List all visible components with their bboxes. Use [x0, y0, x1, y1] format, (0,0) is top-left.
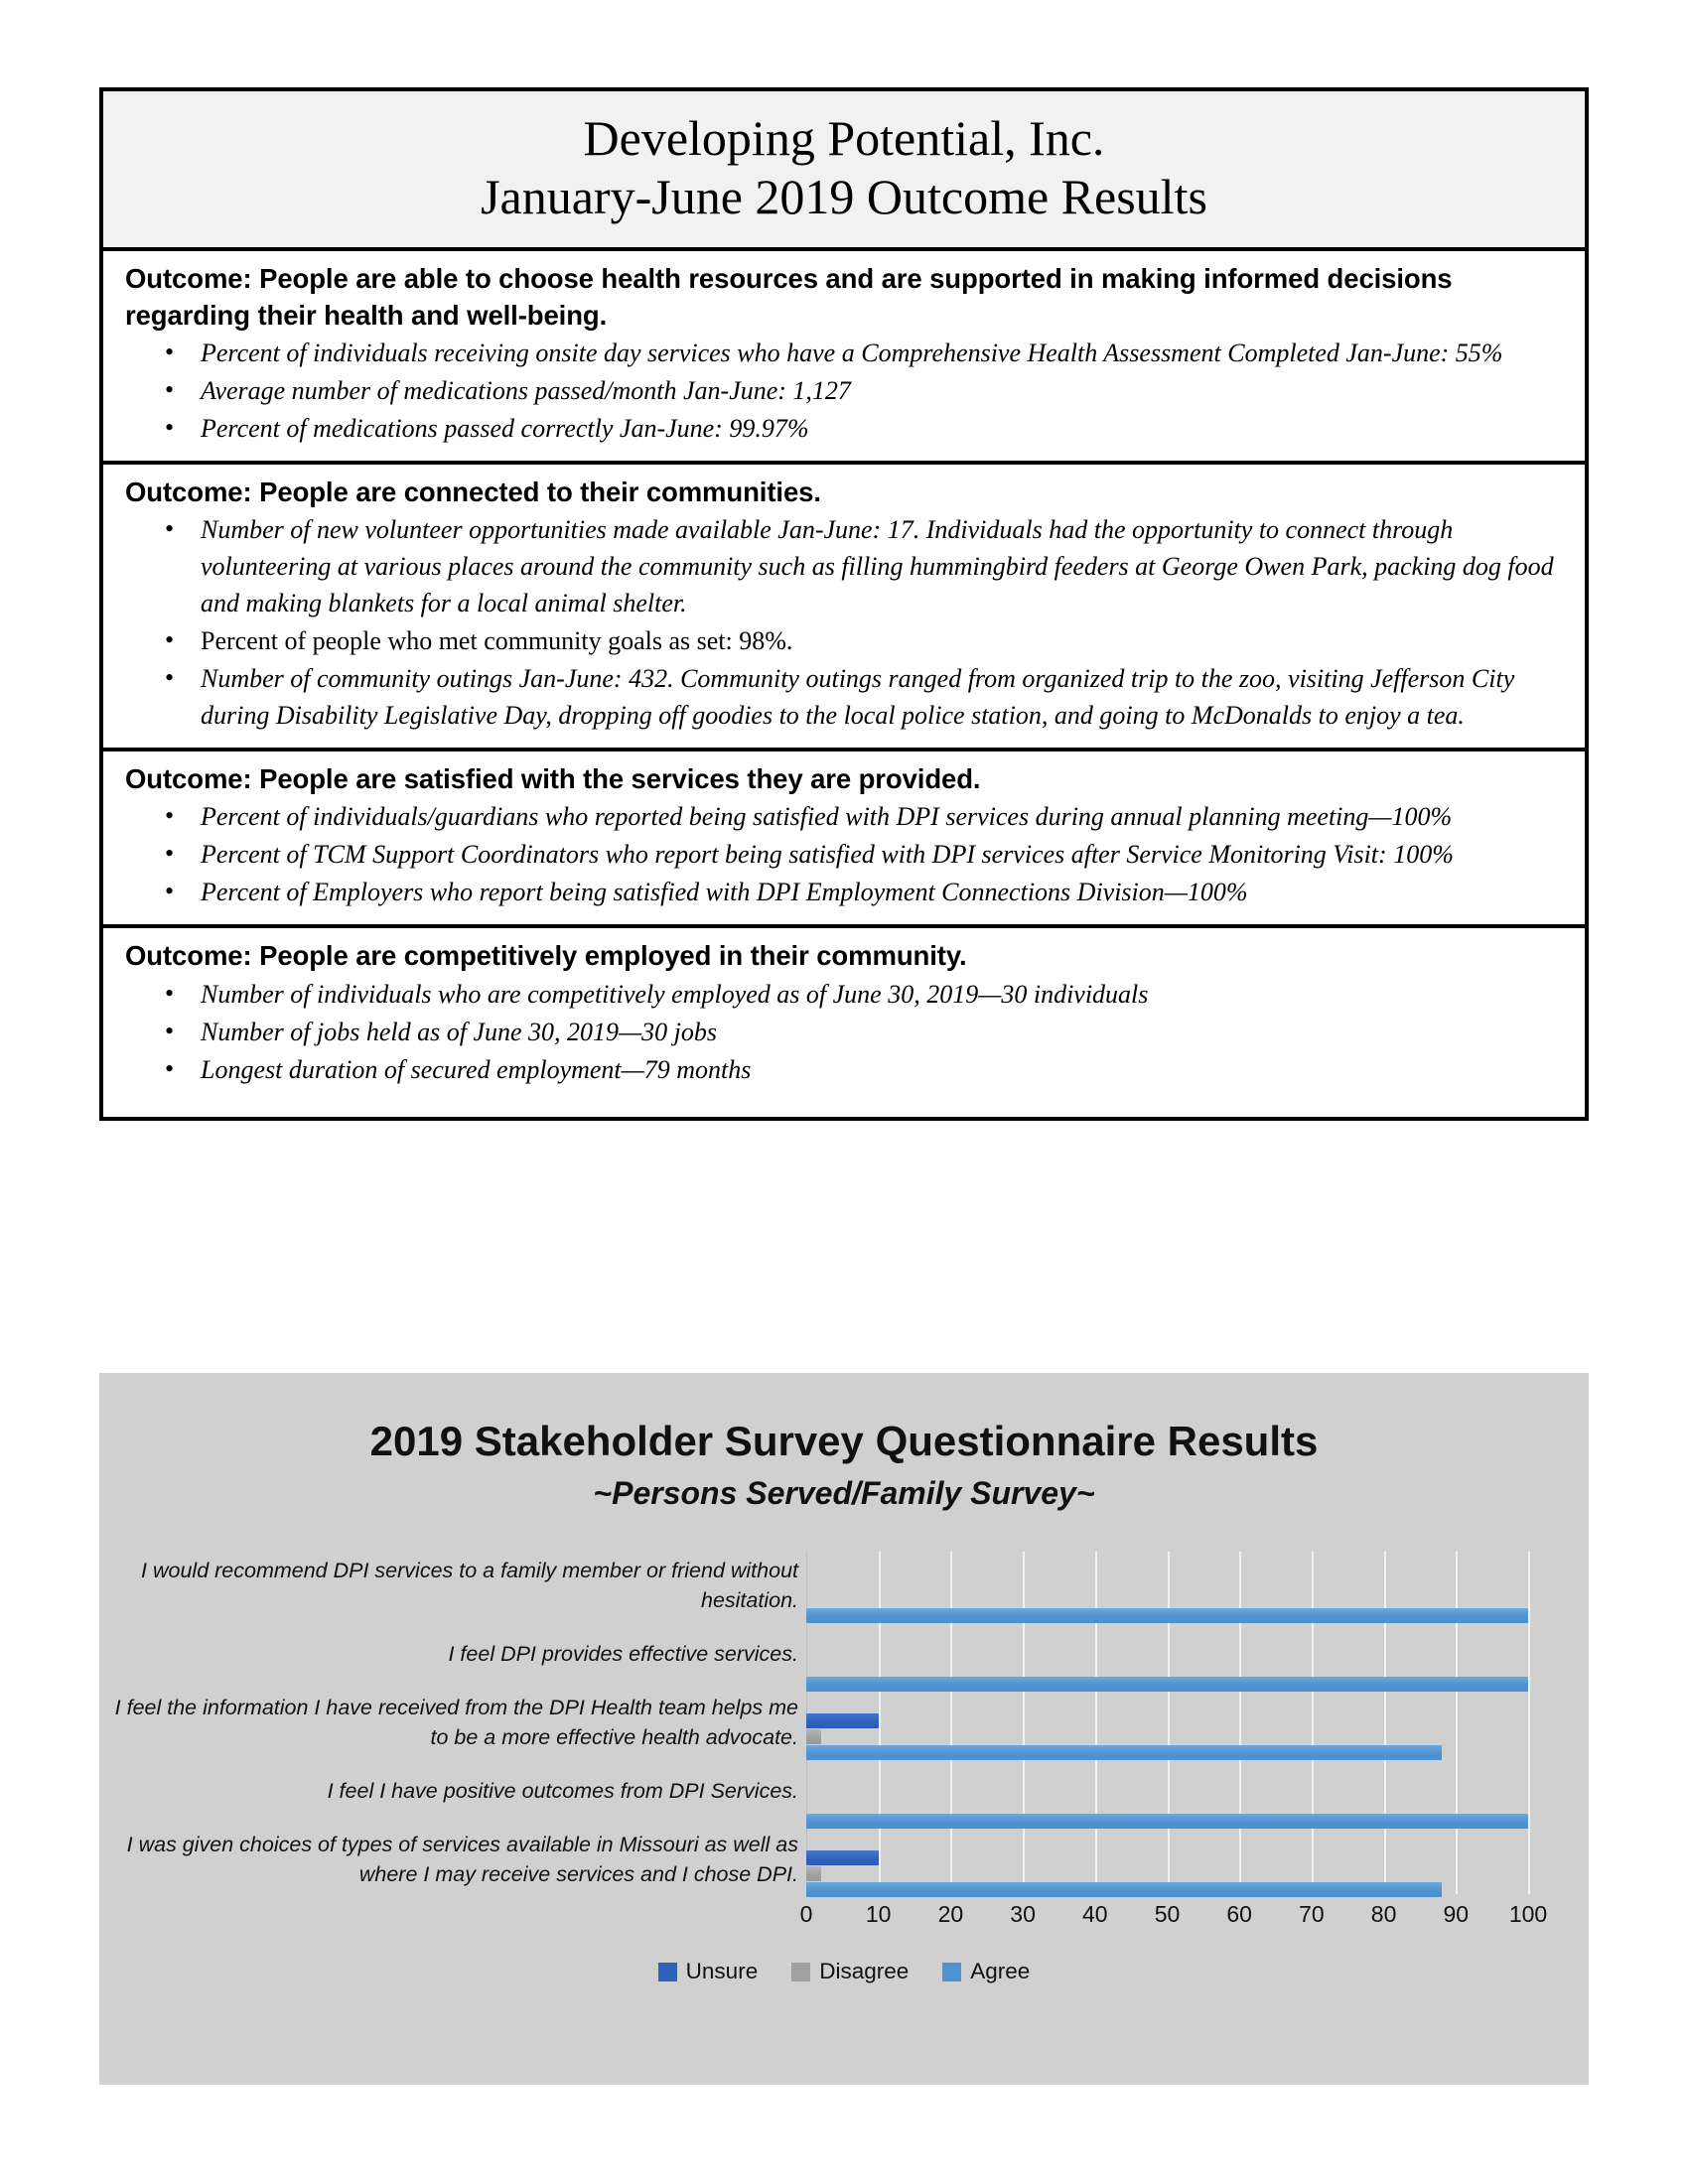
chart-gridline: [1168, 1552, 1170, 1894]
chart-tick-label: 80: [1370, 1901, 1397, 1927]
chart-bar: [806, 1713, 879, 1728]
chart-gridline: [1095, 1552, 1097, 1894]
list-item: • Percent of Employers who report being satisfied with DPI Employment Connections Division—100%: [125, 875, 1563, 911]
list-item: • Number of individuals who are competitively employed as of June 30, 2019—30 individuals: [125, 977, 1563, 1014]
list-item: • Number of community outings Jan-June: 432. Community outings ranged from organized trip to the zoo, visiting Jefferson City during Disability Legislative Day, dropping off goodies to the local police station, and going to McDonalds to enjoy a tea.: [125, 661, 1563, 735]
outcome-heading-1: Outcome: People are able to choose health resources and are supported in making informed decisions regarding their health and well-being.: [125, 263, 1453, 331]
outcome-section-3: [103, 751, 1585, 928]
list-item: • Percent of medications passed correctly Jan-June: 99.97%: [125, 411, 1563, 448]
chart-bar: [806, 1866, 821, 1881]
chart-bar: [806, 1677, 1528, 1692]
chart-tick-label: 50: [1154, 1901, 1181, 1927]
chart-tick-label: 40: [1082, 1901, 1108, 1927]
chart-category-label: [113, 1552, 798, 1620]
legend-item-disagree[interactable]: [791, 1959, 909, 1984]
chart-subtitle: ~Persons Served/Family Survey~: [593, 1475, 1095, 1512]
chart-category-label-text: I feel DPI provides effective services.: [448, 1641, 798, 1666]
chart-gridline: [950, 1552, 952, 1894]
chart-gridline: [1384, 1552, 1386, 1894]
chart-bar: [806, 1814, 1528, 1829]
chart-category-label-text: I was given choices of types of services available in Missouri as well as where I may receive services and I chose DPI.: [126, 1833, 798, 1886]
legend-label: Disagree: [819, 1959, 910, 1983]
document-title-line-2: January-June 2019 Outcome Results: [481, 168, 1207, 224]
chart-category-label-text: I feel the information I have received from the DPI Health team helps me to be a more effective health advocate.: [114, 1696, 798, 1749]
chart-gridline: [1239, 1552, 1241, 1894]
outcome-results-table: [99, 87, 1589, 1121]
chart-x-axis-ticks: [799, 1901, 1548, 1941]
chart-category-label: [113, 1757, 798, 1826]
outcome-bullet-list-1: [125, 336, 1563, 448]
chart-bar: [806, 1729, 821, 1744]
chart-tick-label: 60: [1226, 1901, 1252, 1927]
list-item: • Number of new volunteer opportunities made available Jan-June: 17. Individuals had the opportunity to connect through volunteering at various places around the community such as filling hummingbird feeders at George Owen Park, packing dog food and making blankets for a local animal shelter.: [125, 512, 1563, 622]
list-item: • Percent of individuals/guardians who reported being satisfied with DPI services during annual planning meeting—100%: [125, 799, 1563, 836]
chart-category-label-text: I would recommend DPI services to a family member or friend without hesitation.: [141, 1559, 798, 1612]
list-item: • Longest duration of secured employment—79 months: [125, 1052, 1563, 1089]
chart-tick-label: 70: [1299, 1901, 1325, 1927]
chart-category-label-text: I feel I have positive outcomes from DPI Services.: [327, 1778, 798, 1803]
chart-legend: [99, 1959, 1589, 1984]
legend-item-unsure[interactable]: [658, 1959, 759, 1984]
outcome-bullet-list-2: [125, 512, 1563, 734]
chart-tick-label: 90: [1443, 1901, 1470, 1927]
chart-gridline: [1456, 1552, 1458, 1894]
legend-label: Unsure: [685, 1959, 759, 1983]
outcome-bullet-list-4: [125, 977, 1563, 1089]
chart-category-labels: [113, 1552, 798, 1894]
chart-gridline: [1528, 1552, 1530, 1894]
chart-category-label: [113, 1826, 798, 1894]
chart-tick-label: 20: [937, 1901, 964, 1927]
chart-bar: [806, 1608, 1528, 1623]
chart-bar: [806, 1745, 1442, 1760]
list-item: • Number of jobs held as of June 30, 2019—30 jobs: [125, 1015, 1563, 1051]
chart-gridline: [1023, 1552, 1025, 1894]
legend-label: Agree: [970, 1959, 1031, 1983]
chart-title: 2019 Stakeholder Survey Questionnaire Results: [369, 1418, 1319, 1464]
legend-swatch-icon: [942, 1963, 961, 1981]
legend-swatch-icon: [658, 1963, 677, 1981]
chart-category-label: [113, 1689, 798, 1757]
chart-bar: [806, 1882, 1442, 1897]
chart-plot-wrapper: [99, 1552, 1589, 2018]
outcome-heading-2: Outcome: People are connected to their communities.: [125, 476, 821, 507]
chart-plot-area: [806, 1552, 1528, 1894]
outcome-heading-3: Outcome: People are satisfied with the services they are provided.: [125, 762, 981, 794]
list-item: • Average number of medications passed/month Jan-June: 1,127: [125, 373, 1563, 410]
list-item: • Percent of individuals receiving onsite day services who have a Comprehensive Health Assessment Completed Jan-June: 55%: [125, 336, 1563, 372]
outcome-bullet-list-3: [125, 799, 1563, 911]
chart-gridline: [879, 1552, 881, 1894]
document-title-cell: [103, 91, 1585, 251]
legend-swatch-icon: [791, 1963, 810, 1981]
list-item: • Percent of TCM Support Coordinators who report being satisfied with DPI services after Service Monitoring Visit: 100%: [125, 837, 1563, 874]
chart-tick-label: 100: [1508, 1901, 1548, 1927]
outcome-section-2: [103, 465, 1585, 751]
chart-tick-label: 10: [865, 1901, 892, 1927]
stakeholder-survey-chart: [99, 1373, 1589, 2085]
chart-category-label: [113, 1620, 798, 1689]
document-title-line-1: Developing Potential, Inc.: [583, 110, 1105, 166]
legend-item-agree[interactable]: [942, 1959, 1030, 1984]
chart-tick-label: 30: [1010, 1901, 1036, 1927]
outcome-heading-4: Outcome: People are competitively employed in their community.: [125, 940, 967, 972]
outcome-section-1: [103, 251, 1585, 465]
chart-bar: [806, 1850, 879, 1865]
outcome-section-4: [103, 928, 1585, 1117]
list-item: • Percent of people who met community goals as set: 98%.: [125, 623, 1563, 660]
chart-tick-label: 0: [799, 1901, 813, 1927]
chart-gridline: [1312, 1552, 1314, 1894]
